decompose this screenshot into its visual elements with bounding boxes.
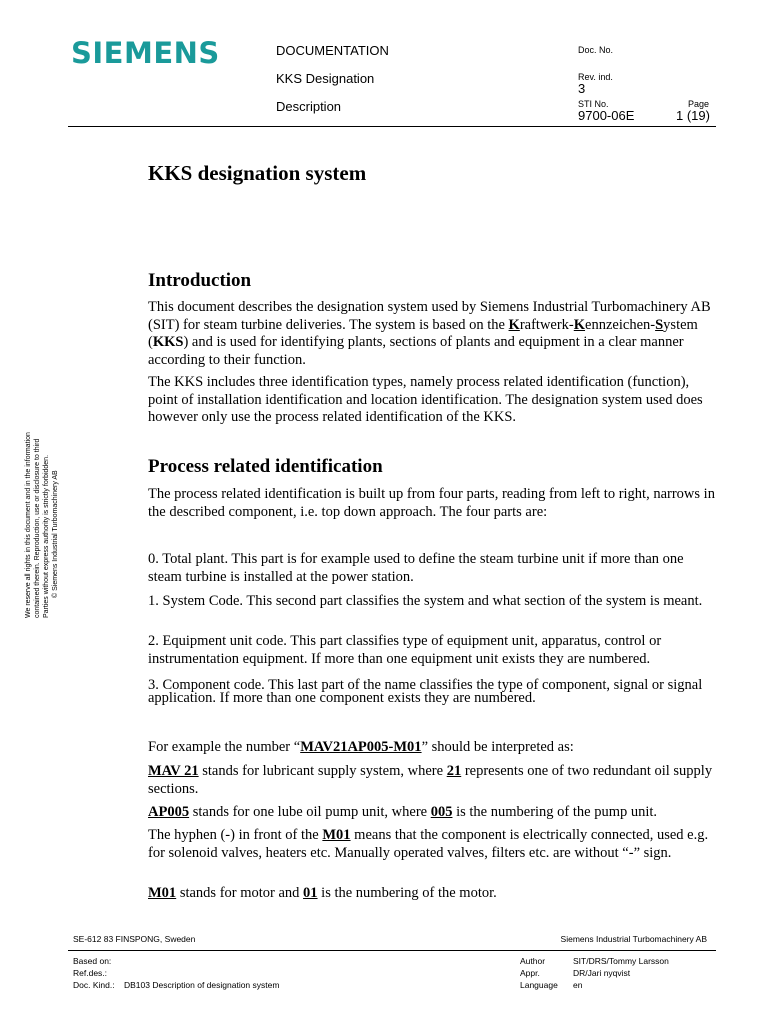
part-3: 3. Component code. This last part of the name classifies the type of component, signal or signal application. If more than one component exists they are numbered. <box>148 677 703 706</box>
footer-address: SE-612 83 FINSPONG, Sweden <box>73 934 196 944</box>
footer-company: Siemens Industrial Turbomachinery AB <box>560 934 707 944</box>
rights-line-3: Parties without express authority is strictly forbidden. <box>43 454 50 618</box>
intro-heading: Introduction <box>148 270 252 291</box>
sti-label: STI No. <box>578 99 609 109</box>
header-description: Description <box>276 99 342 114</box>
example-hyphen: The hyphen (-) in front of the M01 means that the component is electrically connected, used e.g. for solenoid valves, heaters etc. Manually operated valves, filters etc. are without “-” sign. <box>148 827 709 861</box>
footer-rule <box>68 950 716 951</box>
intro-paragraph-1: This document describes the designation system used by Siemens Industrial Turbomachinery AB (SIT) for steam turbine deliveries. The system is based on the Kraftwerk-Kennzeichen-System (KKS) and is used for identifying plants, sections of plants and equipment in a clear manner according to their function. <box>148 299 711 368</box>
author-label: Author <box>520 956 546 966</box>
rights-line-2: contained therein. Reproduction, use or disclosure to third <box>34 438 41 618</box>
appr-value: DR/Jari nyqvist <box>573 968 631 978</box>
appr-label: Appr. <box>520 968 540 978</box>
page-label: Page <box>688 99 710 109</box>
example-ap005: AP005 stands for one lube oil pump unit, where 005 is the numbering of the pump unit. <box>148 804 658 820</box>
rev-label: Rev. ind. <box>578 72 613 82</box>
siemens-logo: SIEMENS <box>71 36 220 70</box>
doc-kind-value: DB103 Description of designation system <box>124 980 280 990</box>
based-on-label: Based on: <box>73 956 112 966</box>
author-value: SIT/DRS/Tommy Larsson <box>573 956 669 966</box>
example-intro: For example the number “MAV21AP005-M01” should be interpreted as: <box>148 739 574 755</box>
header-doc-type: DOCUMENTATION <box>276 43 389 58</box>
ref-des-label: Ref.des.: <box>73 968 108 978</box>
rights-notice <box>24 398 60 618</box>
language-value: en <box>573 980 583 990</box>
part-2: 2. Equipment unit code. This part classifies type of equipment unit, apparatus, control or instrumentation equipment. If more than one equipment unit exists they are numbered. <box>148 633 662 667</box>
example-m01: M01 stands for motor and 01 is the numbering of the motor. <box>148 885 497 901</box>
process-paragraph: The process related identification is built up from four parts, reading from left to right, narrows in the described component, i.e. top down approach. The four parts are: <box>148 486 715 520</box>
part-0: 0. Total plant. This part is for example used to define the steam turbine unit if more than one steam turbine is installed at the power station. <box>148 551 684 585</box>
sti-value: 9700-06E <box>578 108 635 123</box>
header-subject: KKS Designation <box>276 71 375 86</box>
page-value: 1 (19) <box>676 108 710 123</box>
language-label: Language <box>520 980 558 990</box>
document-title: KKS designation system <box>148 161 367 185</box>
part-1: 1. System Code. This second part classifies the system and what section of the system is meant. <box>148 593 703 609</box>
doc-kind-label: Doc. Kind.: <box>73 980 115 990</box>
rights-line-4: © Siemens Industrial Turbomachinery AB <box>52 470 59 598</box>
intro-paragraph-2: The KKS includes three identification types, namely process related identification (function), point of installation identification and location identification. The designation system used does however only use the process related identification of the KKS. <box>148 374 703 425</box>
doc-no-label: Doc. No. <box>578 45 614 55</box>
process-heading: Process related identification <box>148 456 383 477</box>
rev-value: 3 <box>578 81 586 96</box>
header-rule <box>68 126 716 127</box>
example-mav21: MAV 21 stands for lubricant supply system, where 21 represents one of two redundant oil supply sections. <box>148 763 713 797</box>
rights-line-1: We reserve all rights in this document and in the information <box>25 432 32 618</box>
